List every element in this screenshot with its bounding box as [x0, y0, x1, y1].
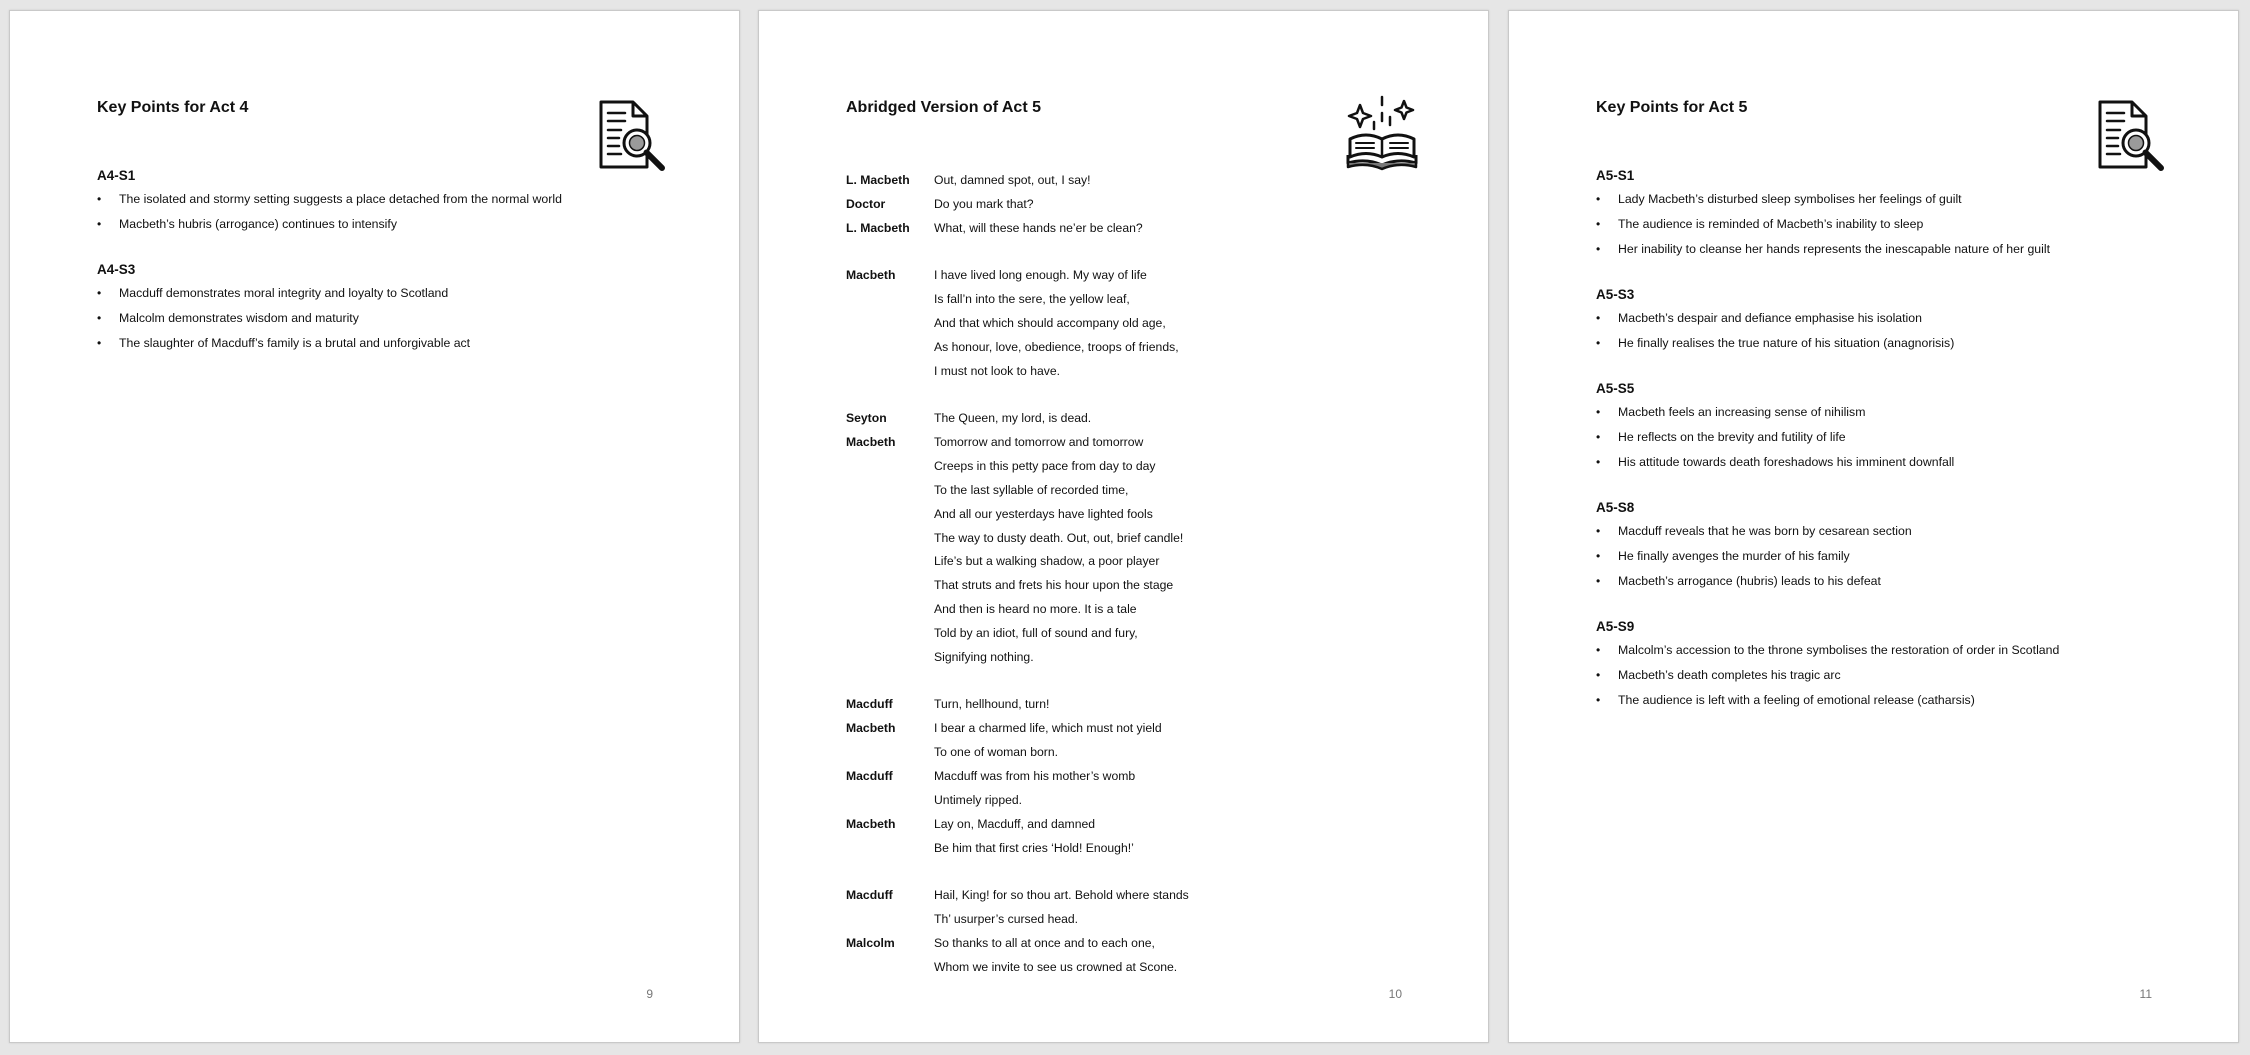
- script-line: [846, 526, 1406, 550]
- section-heading: A4-S1: [97, 168, 136, 183]
- bullet-icon: •: [1596, 643, 1601, 657]
- page-number: 10: [1388, 987, 1402, 1001]
- speaker-name: Seyton: [846, 411, 887, 426]
- list-item-text: Macduff demonstrates moral integrity and loyalty to Scotland: [119, 286, 449, 300]
- script-line: [846, 716, 1406, 740]
- verse-line: Be him that first cries ‘Hold! Enough!’: [934, 840, 1134, 855]
- bullet-icon: •: [97, 336, 102, 350]
- stanza-break: [846, 240, 1406, 264]
- list-item-text: Macbeth feels an increasing sense of nihilism: [1618, 405, 1866, 419]
- list-item: [97, 191, 697, 208]
- bullet-icon: •: [1596, 242, 1601, 256]
- magic-book-icon: [1346, 95, 1418, 175]
- verse-line: I bear a charmed life, which must not yield: [934, 721, 1162, 736]
- verse-line: Tomorrow and tomorrow and tomorrow: [934, 435, 1144, 450]
- document-page-10: [758, 10, 1489, 1043]
- key-point-section: [1596, 287, 2196, 352]
- speaker-name: L. Macbeth: [846, 172, 910, 187]
- list-item-text: Malcolm’s accession to the throne symbolises the restoration of order in Scotland: [1618, 643, 2060, 657]
- list-item: [1596, 429, 2196, 446]
- key-point-section: [97, 168, 697, 233]
- script-line: [846, 478, 1406, 502]
- verse-line: Turn, hellhound, turn!: [934, 697, 1050, 712]
- list-item: [1596, 216, 2196, 233]
- verse-line: Th’ usurper’s cursed head.: [934, 912, 1079, 927]
- stanza-break: [846, 859, 1406, 883]
- script-line: [846, 764, 1406, 788]
- key-point-section: [1596, 500, 2196, 590]
- list-item-text: Macbeth’s death completes his tragic arc: [1618, 668, 1841, 682]
- list-item-text: He finally realises the true nature of his situation (anagnorisis): [1618, 336, 1955, 350]
- list-item: [1596, 404, 2196, 421]
- key-point-section: [97, 262, 697, 352]
- list-item: [1596, 310, 2196, 327]
- page-title: Abridged Version of Act 5: [846, 99, 1041, 116]
- script-line: [846, 883, 1406, 907]
- list-item: [1596, 191, 2196, 208]
- list-item: [1596, 454, 2196, 471]
- speaker-name: Macbeth: [846, 435, 896, 450]
- verse-line: Macduff was from his mother’s womb: [934, 769, 1136, 784]
- script-line: [846, 693, 1406, 717]
- verse-line: Lay on, Macduff, and damned: [934, 816, 1096, 831]
- list-item: [1596, 523, 2196, 540]
- verse-line: To the last syllable of recorded time,: [934, 482, 1129, 497]
- speaker-name: Macduff: [846, 888, 893, 903]
- list-item: [1596, 667, 2196, 684]
- document-page-11: [1508, 10, 2239, 1043]
- bullet-icon: •: [1596, 192, 1601, 206]
- verse-line: As honour, love, obedience, troops of friends,: [934, 339, 1179, 354]
- verse-line: So thanks to all at once and to each one,: [934, 935, 1155, 950]
- script-line: [846, 740, 1406, 764]
- list-item: [1596, 335, 2196, 352]
- section-heading: A5-S9: [1596, 619, 1635, 634]
- key-points-list: [97, 168, 697, 381]
- list-item: [1596, 692, 2196, 709]
- bullet-icon: •: [1596, 549, 1601, 563]
- list-item-text: The isolated and stormy setting suggests a place detached from the normal world: [119, 192, 562, 206]
- bullet-icon: •: [1596, 693, 1601, 707]
- key-point-section: [1596, 381, 2196, 471]
- script-line: [846, 216, 1406, 240]
- speaker-name: Macbeth: [846, 721, 896, 736]
- list-item: [1596, 573, 2196, 590]
- script-line: [846, 359, 1406, 383]
- speaker-name: Macduff: [846, 697, 893, 712]
- script-line: [846, 955, 1406, 979]
- key-point-section: [1596, 619, 2196, 709]
- list-item: [97, 216, 697, 233]
- script-line: [846, 454, 1406, 478]
- script-line: [846, 406, 1406, 430]
- script-line: [846, 263, 1406, 287]
- key-point-section: [1596, 168, 2196, 258]
- stanza-break: [846, 669, 1406, 693]
- bullet-icon: •: [1596, 336, 1601, 350]
- script-line: [846, 836, 1406, 860]
- bullet-icon: •: [97, 311, 102, 325]
- list-item: [97, 285, 697, 302]
- list-item: [1596, 241, 2196, 258]
- verse-line: The way to dusty death. Out, out, brief candle!: [934, 530, 1184, 545]
- list-item-text: The audience is left with a feeling of emotional release (catharsis): [1618, 693, 1975, 707]
- verse-line: Creeps in this petty pace from day to day: [934, 459, 1156, 474]
- speaker-name: Macbeth: [846, 816, 896, 831]
- document-search-icon: [2096, 99, 2168, 173]
- document-page-9: [9, 10, 740, 1043]
- verse-line: Hail, King! for so thou art. Behold where stands: [934, 888, 1189, 903]
- bullet-icon: •: [97, 286, 102, 300]
- bullet-icon: •: [1596, 217, 1601, 231]
- verse-line: That struts and frets his hour upon the stage: [934, 578, 1174, 593]
- verse-line: Out, damned spot, out, I say!: [934, 172, 1091, 187]
- script-line: [846, 502, 1406, 526]
- verse-line: The Queen, my lord, is dead.: [934, 411, 1092, 426]
- section-heading: A5-S1: [1596, 168, 1635, 183]
- speaker-name: Macduff: [846, 769, 893, 784]
- page-title: Key Points for Act 4: [97, 99, 249, 116]
- list-item-text: Lady Macbeth’s disturbed sleep symbolises her feelings of guilt: [1618, 192, 1962, 206]
- play-script: [846, 168, 1406, 979]
- list-item-text: Macbeth’s arrogance (hubris) leads to his defeat: [1618, 574, 1881, 588]
- key-points-list: [1596, 168, 2196, 738]
- verse-line: To one of woman born.: [934, 745, 1058, 760]
- verse-line: What, will these hands ne’er be clean?: [934, 220, 1143, 235]
- bullet-icon: •: [1596, 574, 1601, 588]
- list-item-text: Macbeth’s hubris (arrogance) continues to intensify: [119, 217, 397, 231]
- script-line: [846, 192, 1406, 216]
- verse-line: Signifying nothing.: [934, 649, 1034, 664]
- verse-line: I have lived long enough. My way of life: [934, 268, 1147, 283]
- verse-line: Told by an idiot, full of sound and fury,: [934, 625, 1138, 640]
- list-item-text: Macbeth’s despair and defiance emphasise his isolation: [1618, 311, 1922, 325]
- section-heading: A5-S8: [1596, 500, 1635, 515]
- bullet-icon: •: [1596, 455, 1601, 469]
- section-heading: A4-S3: [97, 262, 136, 277]
- speaker-name: Doctor: [846, 196, 886, 211]
- list-item: [97, 310, 697, 327]
- script-line: [846, 335, 1406, 359]
- verse-line: I must not look to have.: [934, 363, 1061, 378]
- list-item-text: Macduff reveals that he was born by cesarean section: [1618, 524, 1912, 538]
- list-item-text: His attitude towards death foreshadows his imminent downfall: [1618, 455, 1955, 469]
- script-line: [846, 788, 1406, 812]
- script-line: [846, 168, 1406, 192]
- verse-line: Untimely ripped.: [934, 792, 1023, 807]
- document-search-icon: [597, 99, 669, 173]
- speaker-name: L. Macbeth: [846, 220, 910, 235]
- verse-line: Life’s but a walking shadow, a poor player: [934, 554, 1160, 569]
- stanza-break: [846, 383, 1406, 407]
- script-line: [846, 430, 1406, 454]
- verse-line: And that which should accompany old age,: [934, 315, 1166, 330]
- verse-line: Whom we invite to see us crowned at Scone.: [934, 959, 1178, 974]
- script-line: [846, 645, 1406, 669]
- bullet-icon: •: [1596, 405, 1601, 419]
- page-title: Key Points for Act 5: [1596, 99, 1748, 116]
- bullet-icon: •: [1596, 311, 1601, 325]
- list-item: [97, 335, 697, 352]
- script-line: [846, 287, 1406, 311]
- list-item-text: He reflects on the brevity and futility of life: [1618, 430, 1846, 444]
- page-number: 11: [2139, 987, 2152, 1001]
- speaker-name: Macbeth: [846, 268, 896, 283]
- verse-line: Is fall’n into the sere, the yellow leaf,: [934, 292, 1130, 307]
- script-line: [846, 573, 1406, 597]
- bullet-icon: •: [1596, 524, 1601, 538]
- script-line: [846, 812, 1406, 836]
- script-line: [846, 550, 1406, 574]
- list-item: [1596, 642, 2196, 659]
- bullet-icon: •: [97, 217, 102, 231]
- verse-line: And then is heard no more. It is a tale: [934, 602, 1137, 617]
- bullet-icon: •: [1596, 668, 1601, 682]
- list-item: [1596, 548, 2196, 565]
- list-item-text: He finally avenges the murder of his family: [1618, 549, 1850, 563]
- script-line: [846, 931, 1406, 955]
- script-line: [846, 907, 1406, 931]
- script-line: [846, 597, 1406, 621]
- bullet-icon: •: [1596, 430, 1601, 444]
- page-number: 9: [646, 987, 653, 1001]
- script-line: [846, 311, 1406, 335]
- script-line: [846, 621, 1406, 645]
- list-item-text: Her inability to cleanse her hands represents the inescapable nature of her guilt: [1618, 242, 2051, 256]
- section-heading: A5-S5: [1596, 381, 1635, 396]
- bullet-icon: •: [97, 192, 102, 206]
- section-heading: A5-S3: [1596, 287, 1635, 302]
- verse-line: Do you mark that?: [934, 196, 1034, 211]
- list-item-text: The slaughter of Macduff’s family is a brutal and unforgivable act: [119, 336, 471, 350]
- list-item-text: Malcolm demonstrates wisdom and maturity: [119, 311, 359, 325]
- verse-line: And all our yesterdays have lighted fools: [934, 506, 1153, 521]
- speaker-name: Malcolm: [846, 935, 895, 950]
- list-item-text: The audience is reminded of Macbeth’s inability to sleep: [1618, 217, 1924, 231]
